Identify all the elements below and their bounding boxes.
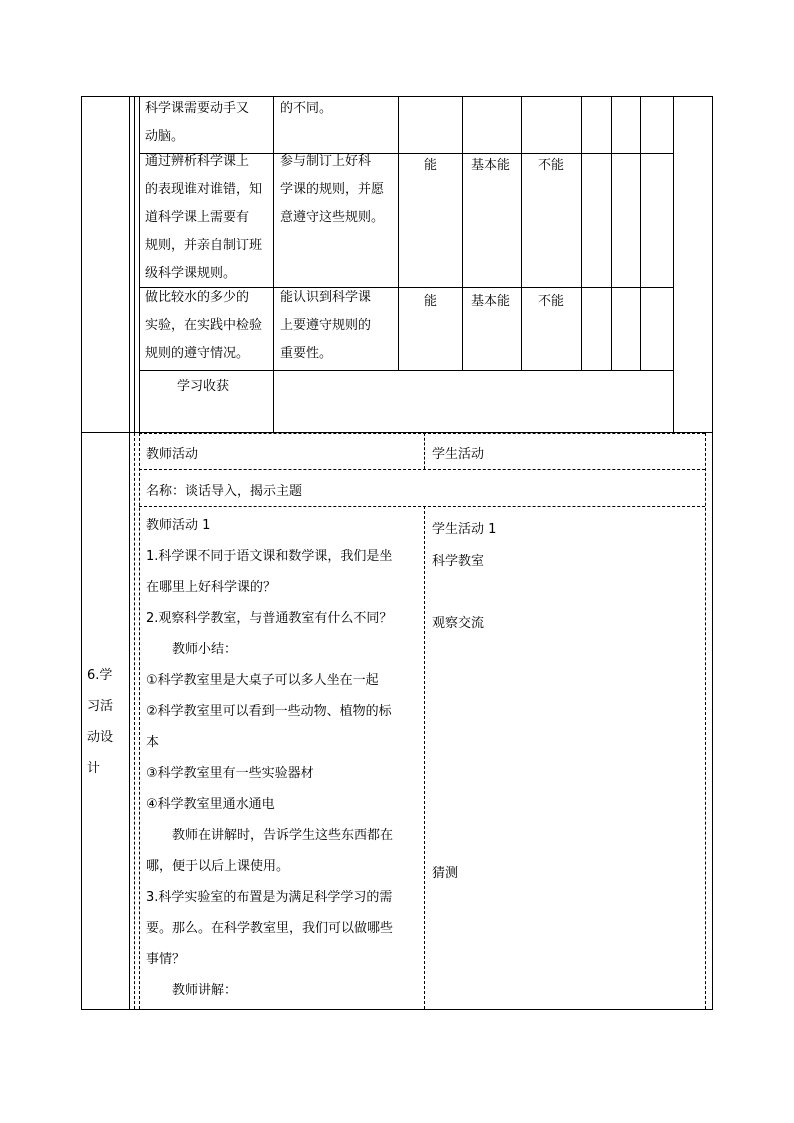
teacher-line: 事情？ <box>146 952 186 967</box>
eval-row-2-criteria: 能认识到科学课 上要遵守规则的 重要性。 <box>280 290 372 361</box>
activity-column-divider-top <box>424 433 425 469</box>
student-activity-item: 科学教室 <box>432 554 485 569</box>
content-column-divider <box>273 96 274 432</box>
teacher-line: 本 <box>146 735 160 750</box>
level-1-column-divider <box>462 96 463 370</box>
teacher-line: ①科学教室里是大桌子可以多人坐在一起 <box>146 673 379 688</box>
inner-table-right-border <box>673 96 674 432</box>
teacher-line: ②科学教室里可以看到一些动物、植物的标 <box>146 704 392 719</box>
teacher-line: 教师在讲解时，告诉学生这些东西都在 <box>146 828 394 843</box>
activity-table-top-border <box>139 433 705 434</box>
eval-row-1-level-2: 基本能 <box>471 158 511 173</box>
teacher-line: 哪，便于以后上课使用。 <box>146 859 290 874</box>
section-label: 6.学 习活 动设 计 <box>87 668 114 776</box>
label-column-divider <box>129 96 130 1010</box>
eval-row-1-level-3: 不能 <box>538 158 565 173</box>
activity-name-divider <box>139 506 705 507</box>
activity-table-left-border-inner <box>139 433 140 1009</box>
level-3-column-divider <box>581 96 582 370</box>
harvest-label: 学习收获 <box>177 379 230 394</box>
eval-row-2-level-1: 能 <box>424 294 438 309</box>
teacher-line: 教师小结： <box>146 642 238 657</box>
teacher-line: ③科学教室里有一些实验器材 <box>146 766 314 781</box>
activity-table-right-border <box>705 433 706 1009</box>
activity-column-divider <box>424 506 425 1009</box>
eval-row-1-criteria: 参与制订上好科 学课的规则，并愿 意遵守这些规则。 <box>280 154 385 225</box>
eval-row-2-level-3: 不能 <box>538 294 565 309</box>
student-activity-item: 猜测 <box>432 866 459 881</box>
criteria-column-divider <box>398 96 399 370</box>
label-column-divider-inner <box>134 96 135 432</box>
table-outer-left-border <box>81 96 82 1010</box>
teacher-line: 2.观察科学教室，与普通教室有什么不同？ <box>146 611 393 626</box>
teacher-line: 教师活动 1 <box>146 518 211 533</box>
teacher-line: 3.科学实验室的布置是为满足科学学习的需 <box>146 890 393 905</box>
score-1-column-divider <box>611 96 612 370</box>
level-2-column-divider <box>521 96 522 370</box>
teacher-activity-content <box>146 510 393 1006</box>
eval-row-2-level-2: 基本能 <box>471 294 511 309</box>
row-divider-3 <box>139 370 674 371</box>
student-activity-title: 学生活动 1 <box>432 522 497 537</box>
eval-row-0-content: 科学课需要动手又 动脑。 <box>145 101 250 144</box>
activity-header-divider <box>139 469 705 470</box>
activity-table-left-border <box>134 433 135 1009</box>
inner-table-left-border <box>139 96 140 432</box>
teacher-line: 教师讲解： <box>146 983 238 998</box>
eval-row-2-content: 做比较水的多少的 实验，在实践中检验 规则的遵守情况。 <box>145 290 263 361</box>
student-activity-header: 学生活动 <box>432 447 485 462</box>
teacher-line: 在哪里上好科学课的？ <box>146 580 277 595</box>
eval-row-0-criteria: 的不同。 <box>280 101 333 116</box>
table-outer-right-border <box>712 96 713 1010</box>
teacher-line: 要。那么。在科学教室里，我们可以做哪些 <box>146 921 394 936</box>
score-2-column-divider <box>640 96 641 370</box>
eval-row-1-content: 通过辨析科学课上 的表现谁对谁错，知 道科学课上需要有 规则，并亲自制订班 级科学课规则。 <box>145 154 263 281</box>
activity-name: 名称：谈话导入，揭示主题 <box>146 484 303 499</box>
teacher-line: 1.科学课不同于语文课和数学课，我们是坐 <box>146 549 393 564</box>
table-bottom-border <box>81 1009 713 1010</box>
teacher-line: ④科学教室里通水通电 <box>146 797 275 812</box>
eval-row-1-level-1: 能 <box>424 158 438 173</box>
teacher-activity-header: 教师活动 <box>146 447 199 462</box>
student-activity-item: 观察交流 <box>432 616 485 631</box>
